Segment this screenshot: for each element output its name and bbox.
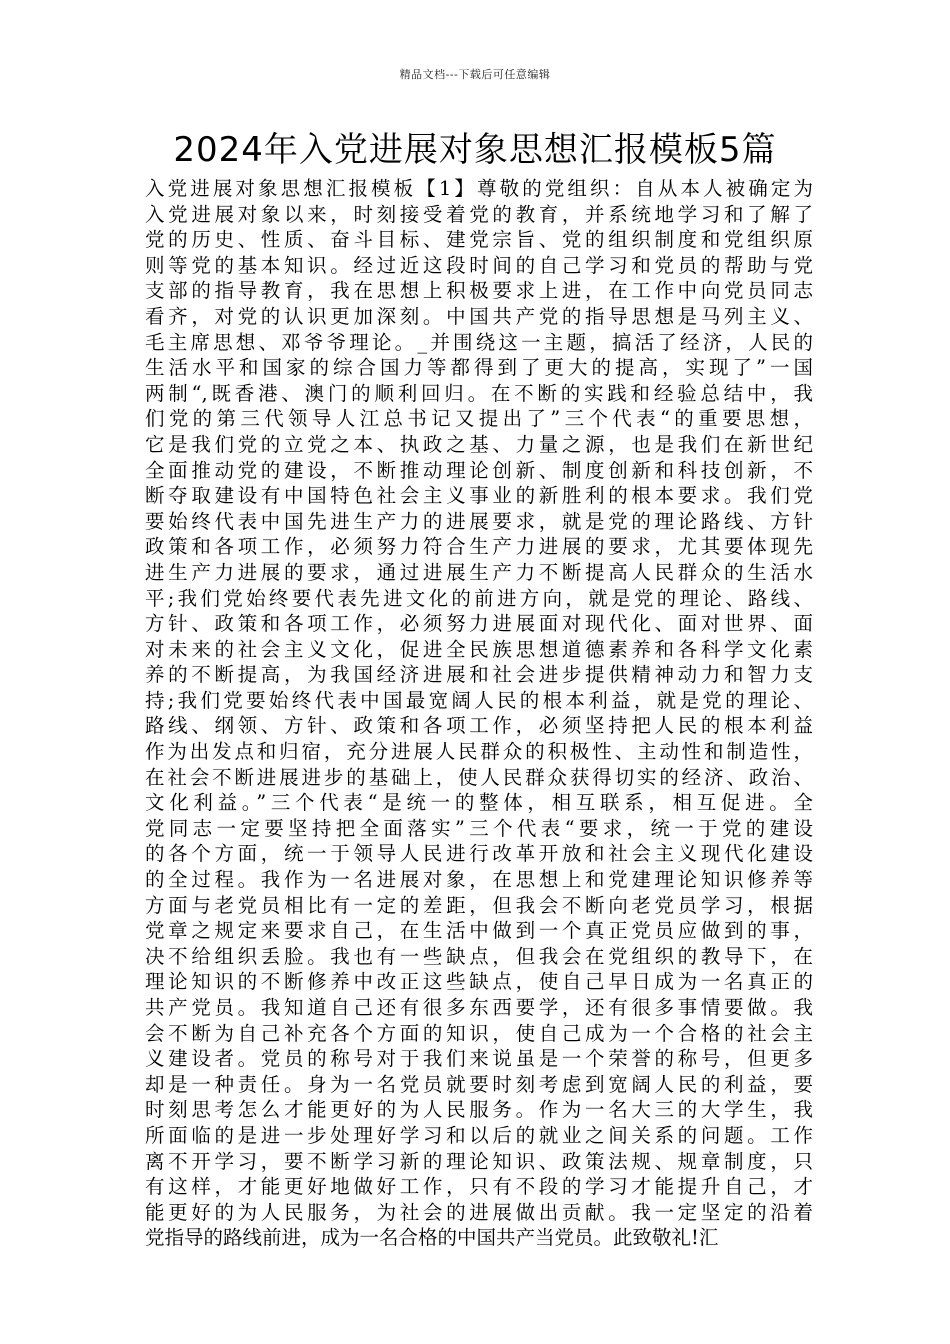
body-line: 入党进展对象以来，时刻接受着党的教育，并系统地学习和了解了: [145, 202, 813, 226]
body-line: 党指导的路线前进，成为一名合格的中国共产当党员。此致敬礼!汇: [145, 1226, 719, 1250]
body-line: 它是我们党的立党之本、执政之基、力量之源，也是我们在新世纪: [145, 432, 813, 456]
body-line: 持;我们党要始终代表中国最宽阔人民的根本利益，就是党的理论、: [145, 688, 813, 712]
body-line: 所面临的是进一步处理好学习和以后的就业之间关系的问题。工作: [145, 1123, 813, 1147]
body-line: 路线、纲领、方针、政策和各项工作，必须坚持把人民的根本利益: [145, 714, 813, 738]
body-line: 的各个方面，统一于领导人民进行改革开放和社会主义现代化建设: [145, 842, 813, 866]
body-line: 进生产力进展的要求，通过进展生产力不断提高人民群众的生活水: [145, 560, 813, 584]
body-line: 离不开学习，要不断学习新的理论知识、政策法规、规章制度，只: [145, 1149, 813, 1173]
body-line: 党章之规定来要求自己，在生活中做到一个真正党员应做到的事，: [145, 919, 813, 943]
document-title: 2024年入党进展对象思想汇报模板5篇: [173, 130, 777, 170]
body-line: 会不断为自己补充各个方面的知识，使自己成为一个合格的社会主: [145, 1021, 813, 1045]
body-line: 毛主席思想、邓爷爷理论。_并围绕这一主题，搞活了经济，人民的: [145, 330, 813, 354]
body-line: 断夺取建设有中国特色社会主义事业的新胜利的根本要求。我们党: [145, 484, 813, 508]
body-line: 两制“,既香港、澳门的顺利回归。在不断的实践和经验总结中，我: [145, 381, 813, 405]
body-line: 却是一种责任。身为一名党员就要时刻考虑到宽阔人民的利益，要: [145, 1072, 813, 1096]
body-line: 的全过程。我作为一名进展对象，在思想上和党建理论知识修养等: [145, 868, 813, 892]
body-line: 党的历史、性质、奋斗目标、建党宗旨、党的组织制度和党组织原: [145, 228, 813, 252]
body-line: 们党的第三代领导人江总书记又提出了”三个代表“的重要思想，: [145, 407, 813, 431]
body-line: 看齐，对党的认识更加深刻。中国共产党的指导思想是马列主义、: [145, 304, 813, 328]
body-line: 对未来的社会主义文化，促进全民族思想道德素养和各科学文化素: [145, 637, 813, 661]
body-line: 入党进展对象思想汇报模板【1】尊敬的党组织：自从本人被确定为: [145, 177, 813, 200]
body-line: 方针、政策和各项工作，必须努力进展面对现代化、面对世界、面: [145, 612, 813, 636]
body-line: 平;我们党始终要代表先进文化的前进方向，就是党的理论、路线、: [145, 586, 813, 610]
body-line: 则等党的基本知识。经过近这段时间的自己学习和党员的帮助与党: [145, 253, 813, 277]
body-line: 时刻思考怎么才能更好的为人民服务。作为一名大三的大学生，我: [145, 1098, 813, 1122]
body-line: 方面与老党员相比有一定的差距，但我会不断向老党员学习，根据: [145, 893, 813, 917]
body-line: 支部的指导教育，我在思想上积极要求上进，在工作中向党员同志: [145, 279, 813, 303]
body-line: 决不给组织丢脸。我也有一些缺点，但我会在党组织的教导下，在: [145, 944, 813, 968]
body-line: 作为出发点和归宿，充分进展人民群众的积极性、主动性和制造性，: [145, 740, 813, 764]
body-line: 有这样，才能更好地做好工作，只有不段的学习才能提升自己，才: [145, 1175, 813, 1199]
body-line: 义建设者。党员的称号对于我们来说虽是一个荣誉的称号，但更多: [145, 1047, 813, 1071]
body-line: 党同志一定要坚持把全面落实”三个代表“要求，统一于党的建设: [145, 816, 813, 840]
body-line: 在社会不断进展进步的基础上，使人民群众获得切实的经济、政治、: [145, 765, 813, 789]
body-line: 养的不断提高，为我国经济进展和社会进步提供精神动力和智力支: [145, 663, 813, 687]
body-line: 理论知识的不断修养中改正这些缺点，使自己早日成为一名真正的: [145, 970, 813, 994]
body-line: 全面推动党的建设，不断推动理论创新、制度创新和科技创新，不: [145, 458, 813, 482]
page-header: 精品文档---下载后可任意编辑: [399, 68, 551, 81]
body-line: 生活水平和国家的综合国力等都得到了更大的提高，实现了”一国: [145, 356, 813, 380]
body-line: 共产党员。我知道自己还有很多东西要学，还有很多事情要做。我: [145, 996, 813, 1019]
body-line: 政策和各项工作，必须努力符合生产力进展的要求，尤其要体现先: [145, 535, 813, 559]
body-line: 能更好的为人民服务，为社会的进展做出贡献。我一定坚定的沿着: [145, 1200, 813, 1224]
body-line: 文化利益。”三个代表“是统一的整体，相互联系，相互促进。全: [145, 791, 813, 815]
body-text: [145, 176, 813, 1251]
body-line: 要始终代表中国先进生产力的进展要求，就是党的理论路线、方针: [145, 509, 813, 533]
